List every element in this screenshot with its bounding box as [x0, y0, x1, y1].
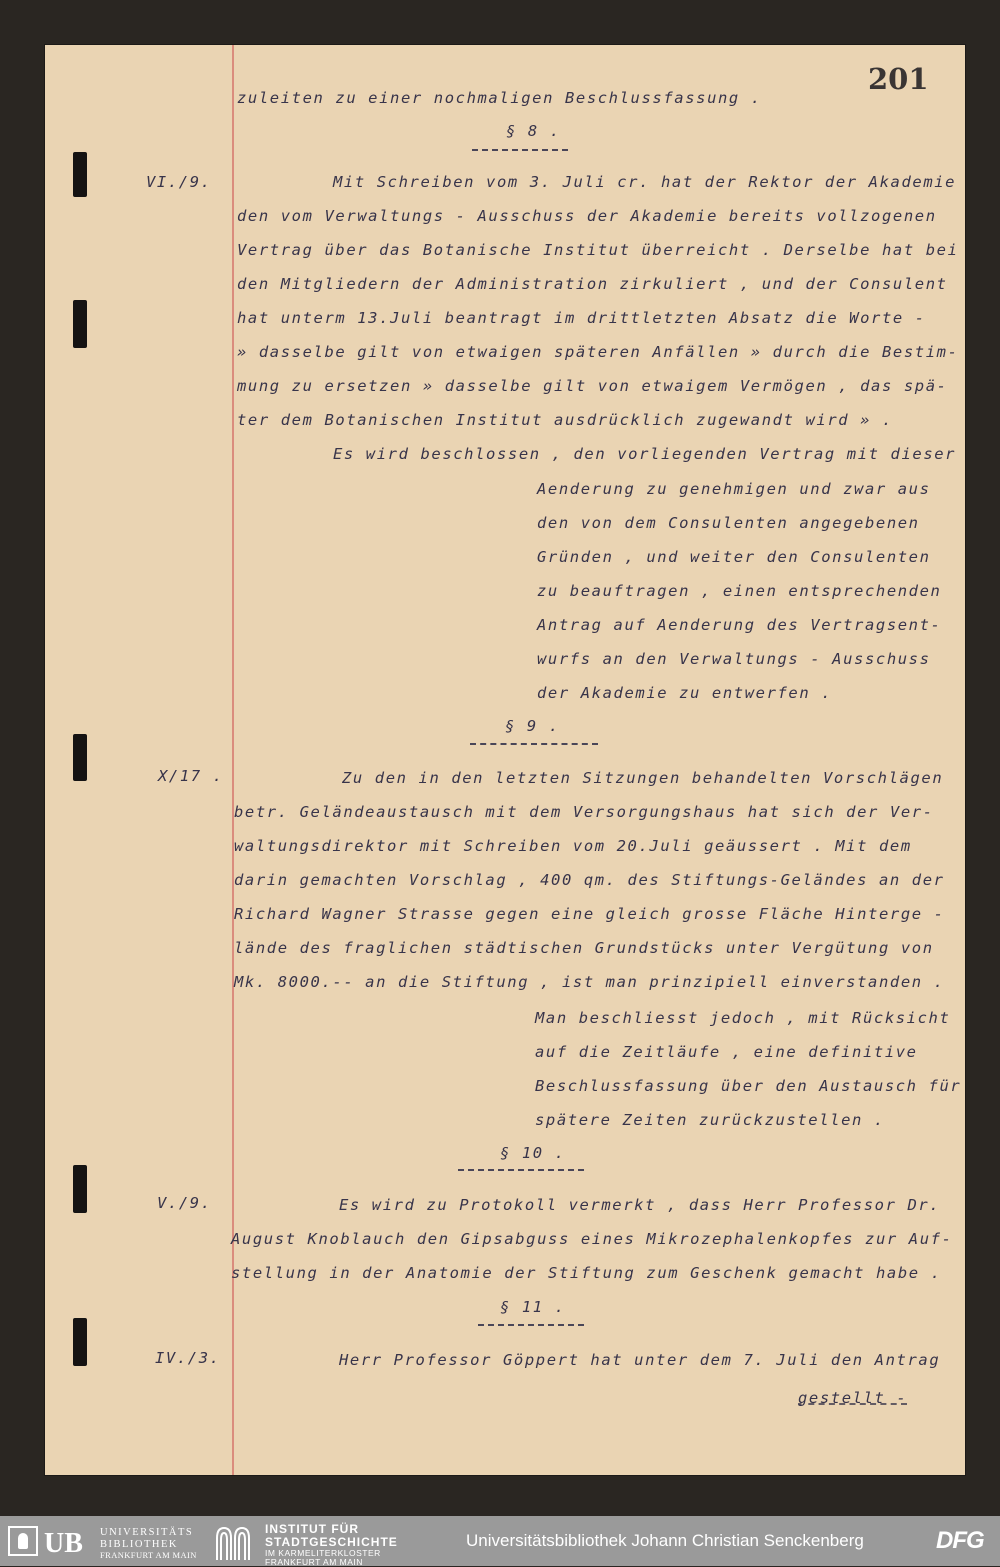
- section-heading: § 9 .: [505, 717, 560, 735]
- arches-icon: [213, 1524, 257, 1562]
- text-line: der Akademie zu entwerfen .: [537, 684, 833, 702]
- ub-name-line: BIBLIOTHEK: [100, 1539, 178, 1550]
- text-line: mung zu ersetzen » dasselbe gilt von etwaigem Vermögen , das spä-: [237, 377, 948, 395]
- punch-hole: [73, 152, 87, 197]
- isg-logo: [213, 1522, 413, 1567]
- ub-logo: [8, 1524, 198, 1560]
- text-line: ter dem Botanischen Institut ausdrücklich zugewandt wird » .: [237, 411, 893, 429]
- text-line: den von dem Consulenten angegebenen: [537, 514, 920, 532]
- text-line: zuleiten zu einer nochmaligen Beschlussfassung .: [237, 89, 762, 107]
- text-line: wurfs an den Verwaltungs - Ausschuss: [537, 650, 931, 668]
- text-line: zu beauftragen , einen entsprechenden: [537, 582, 942, 600]
- text-line: auf die Zeitläufe , eine definitive: [535, 1043, 918, 1061]
- page-number: 201: [868, 62, 929, 96]
- text-line: Antrag auf Aenderung des Vertragsent-: [537, 616, 942, 634]
- text-line: August Knoblauch den Gipsabguss eines Mikrozephalenkopfes zur Auf-: [231, 1230, 953, 1248]
- text-line: Beschlussfassung über den Austausch für: [535, 1077, 962, 1095]
- library-name: Universitätsbibliothek Johann Christian Senckenberg: [466, 1531, 864, 1550]
- section-heading: § 10 .: [500, 1144, 566, 1162]
- section-heading: § 8 .: [506, 122, 561, 140]
- ub-name-line: FRANKFURT AM MAIN: [100, 1550, 197, 1560]
- text-line: betr. Geländeaustausch mit dem Versorgungshaus hat sich der Ver-: [234, 803, 934, 821]
- punch-hole: [73, 300, 87, 348]
- text-line: stellung in der Anatomie der Stiftung zum Geschenk gemacht habe .: [231, 1264, 942, 1282]
- text-line: » dasselbe gilt von etwaigen späteren Anfällen » durch die Bestim-: [237, 343, 959, 361]
- section-underline: [458, 1169, 584, 1171]
- text-line: waltungsdirektor mit Schreiben vom 20.Juli geäussert . Mit dem: [234, 837, 912, 855]
- text-line: lände des fraglichen städtischen Grundstücks unter Vergütung von: [234, 939, 934, 957]
- margin-ref: V./9.: [157, 1194, 212, 1212]
- text-line: Es wird beschlossen , den vorliegenden Vertrag mit dieser: [333, 445, 957, 463]
- text-line: den vom Verwaltungs - Ausschuss der Akademie bereits vollzogenen: [237, 207, 937, 225]
- margin-rule: [232, 45, 234, 1475]
- punch-hole: [73, 734, 87, 781]
- text-line: den Mitgliedern der Administration zirkuliert , und der Consulent: [237, 275, 948, 293]
- text-line: Herr Professor Göppert hat unter dem 7. Juli den Antrag: [339, 1351, 941, 1369]
- text-line: Mk. 8000.-- an die Stiftung , ist man prinzipiell einverstanden .: [234, 973, 945, 991]
- margin-ref: X/17 .: [158, 767, 224, 785]
- text-line: Aenderung zu genehmigen und zwar aus: [537, 480, 931, 498]
- punch-hole: [73, 1318, 87, 1366]
- text-line: darin gemachten Vorschlag , 400 qm. des Stiftungs-Geländes an der: [234, 871, 945, 889]
- section-heading: § 11 .: [500, 1298, 566, 1316]
- isg-name-line: STADTGESCHICHTE: [265, 1535, 398, 1549]
- text-line: Man beschliesst jedoch , mit Rücksicht: [535, 1009, 951, 1027]
- text-line: Es wird zu Protokoll vermerkt , dass Herr Professor Dr.: [339, 1196, 941, 1214]
- ub-name-line: UNIVERSITÄTS: [100, 1527, 194, 1538]
- text-line: hat unterm 13.Juli beantragt im drittletzten Absatz die Worte -: [237, 309, 926, 327]
- text-line: Zu den in den letzten Sitzungen behandelten Vorschlägen: [342, 769, 944, 787]
- ub-letters: UB: [44, 1528, 83, 1559]
- catchword: gestellt -: [798, 1389, 908, 1407]
- margin-ref: IV./3.: [155, 1349, 221, 1367]
- isg-name-line: IM KARMELITERKLOSTER: [265, 1548, 381, 1558]
- ub-emblem-icon: [8, 1526, 38, 1556]
- footer-bar: [0, 1516, 1000, 1566]
- text-line: Richard Wagner Strasse gegen eine gleich grosse Fläche Hinterge -: [234, 905, 945, 923]
- dfg-logo: DFG: [936, 1527, 984, 1554]
- text-line: Gründen , und weiter den Consulenten: [537, 548, 931, 566]
- text-line: Mit Schreiben vom 3. Juli cr. hat der Rektor der Akademie: [333, 173, 957, 191]
- margin-ref: VI./9.: [146, 173, 212, 191]
- isg-name-line: FRANKFURT AM MAIN: [265, 1557, 363, 1567]
- section-underline: [472, 149, 568, 151]
- document-page: [45, 45, 965, 1475]
- section-underline: [470, 743, 598, 745]
- section-underline: [478, 1324, 584, 1326]
- punch-hole: [73, 1165, 87, 1213]
- isg-name-line: INSTITUT FÜR: [265, 1522, 359, 1536]
- text-line: spätere Zeiten zurückzustellen .: [535, 1111, 885, 1129]
- text-line: Vertrag über das Botanische Institut überreicht . Derselbe hat bei: [237, 241, 959, 259]
